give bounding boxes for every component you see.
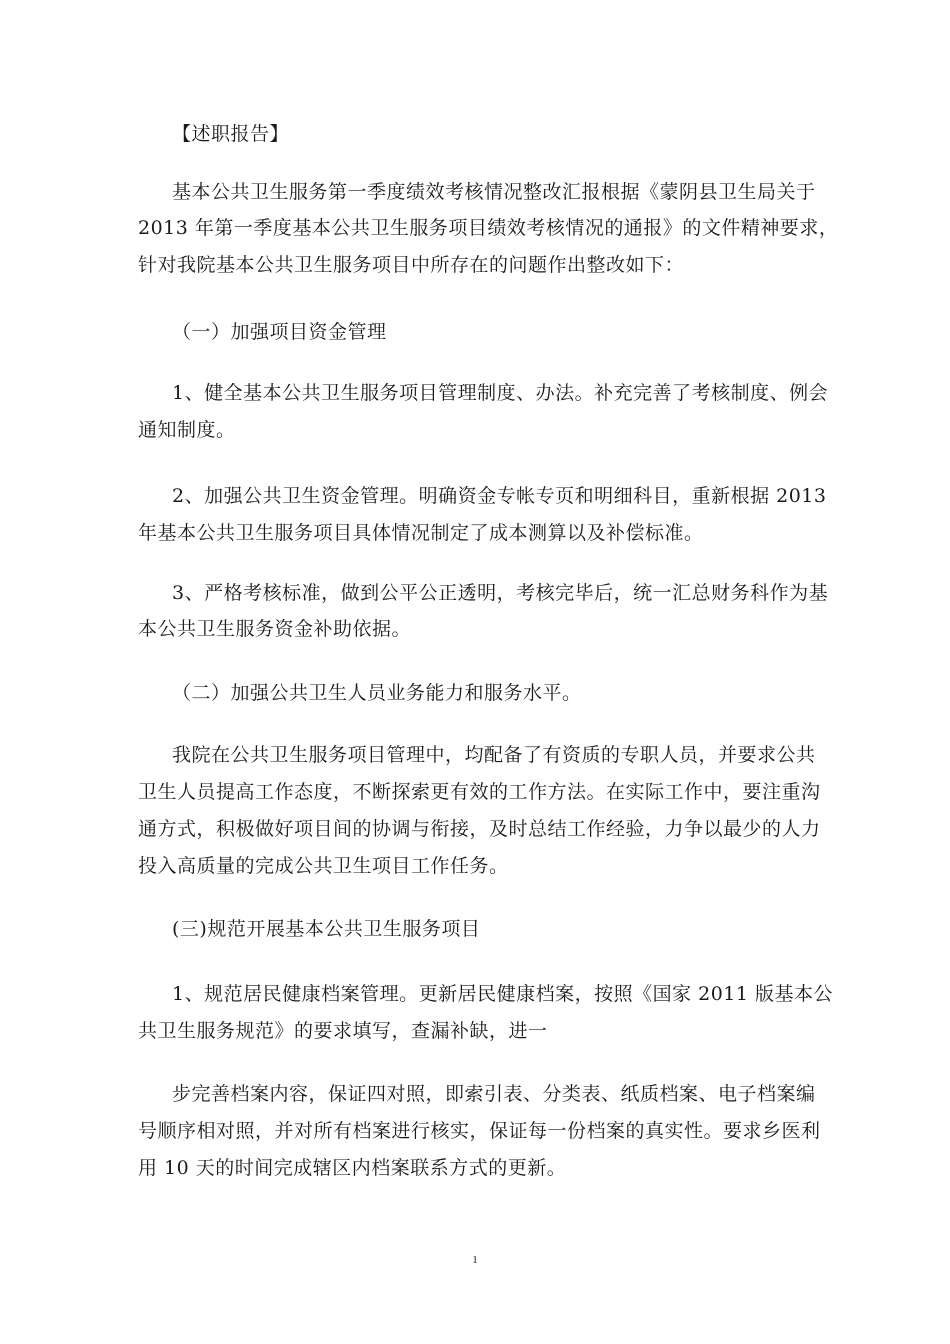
- section-heading: （一）加强项目资金管理: [172, 321, 387, 343]
- paragraph-line: 3、严格考核标准，做到公平公正透明，考核完毕后，统一汇总财务科作为基: [172, 582, 829, 604]
- section-heading: (三)规范开展基本公共卫生服务项目: [172, 918, 481, 940]
- paragraph-line: 2013 年第一季度基本公共卫生服务项目绩效考核情况的通报》的文件精神要求，: [138, 217, 839, 239]
- paragraph-line: 1、规范居民健康档案管理。更新居民健康档案，按照《国家 2011 版基本公: [172, 983, 834, 1005]
- paragraph-line: 基本公共卫生服务第一季度绩效考核情况整改汇报根据《蒙阴县卫生局关于: [172, 181, 816, 203]
- paragraph-line: 通方式，积极做好项目间的协调与衔接，及时总结工作经验，力争以最少的人力: [138, 818, 821, 840]
- paragraph-line: 卫生人员提高工作态度，不断探索更有效的工作方法。在实际工作中，要注重沟: [138, 781, 821, 803]
- paragraph-line: 通知制度。: [138, 419, 236, 441]
- paragraph-line: 本公共卫生服务资金补助依据。: [138, 618, 412, 640]
- paragraph-line: 共卫生服务规范》的要求填写，查漏补缺，进一: [138, 1020, 548, 1042]
- report-heading: 【述职报告】: [172, 123, 290, 145]
- page-number: 1: [472, 1254, 478, 1266]
- paragraph-line: 1、健全基本公共卫生服务项目管理制度、办法。补充完善了考核制度、例会: [172, 382, 829, 404]
- paragraph-line: 投入高质量的完成公共卫生项目工作任务。: [138, 855, 509, 877]
- paragraph-line: 我院在公共卫生服务项目管理中，均配备了有资质的专职人员，并要求公共: [172, 744, 816, 766]
- paragraph-line: 号顺序相对照，并对所有档案进行核实，保证每一份档案的真实性。要求乡医利: [138, 1120, 821, 1142]
- paragraph-line: 步完善档案内容，保证四对照，即索引表、分类表、纸质档案、电子档案编: [172, 1083, 816, 1105]
- section-heading: （二）加强公共卫生人员业务能力和服务水平。: [172, 682, 582, 704]
- paragraph-line: 2、加强公共卫生资金管理。明确资金专帐专页和明细科目，重新根据 2013: [172, 485, 827, 507]
- paragraph-line: 年基本公共卫生服务项目具体情况制定了成本测算以及补偿标准。: [138, 522, 704, 544]
- paragraph-line: 针对我院基本公共卫生服务项目中所存在的问题作出整改如下：: [138, 254, 685, 276]
- paragraph-line: 用 10 天的时间完成辖区内档案联系方式的更新。: [138, 1157, 567, 1179]
